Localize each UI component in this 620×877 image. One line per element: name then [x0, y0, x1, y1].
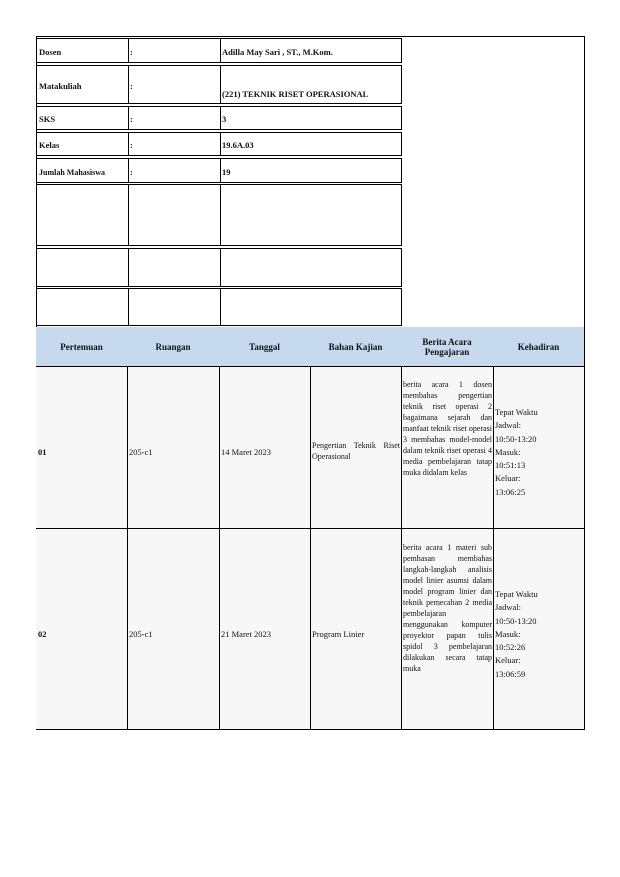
kehadiran-keluar-label: Keluar: [495, 655, 521, 666]
info-value: 3 [222, 114, 227, 124]
cell-ruangan: 205-c1 [129, 629, 153, 639]
info-value: Adilla May Sari , ST., M.Kom. [222, 47, 333, 57]
divider [493, 366, 494, 730]
cell-kehadiran [495, 588, 583, 681]
cell-tanggal: 14 Maret 2023 [221, 447, 272, 457]
info-colon: : [130, 140, 133, 150]
cell-tanggal: 21 Maret 2023 [221, 629, 272, 639]
kehadiran-masuk: 10:52:26 [495, 642, 526, 653]
kehadiran-status: Tepat Waktu [495, 407, 538, 417]
info-colon: : [130, 114, 133, 124]
cell-bahan-kajian: Program Linier [312, 629, 365, 639]
info-row-dosen [36, 38, 402, 63]
header-pertemuan: Pertemuan [60, 341, 103, 352]
kehadiran-keluar: 13:06:59 [495, 668, 526, 679]
kehadiran-status: Tepat Waktu [495, 589, 538, 599]
info-colon: : [130, 167, 133, 177]
kehadiran-keluar-label: Keluar: [495, 473, 521, 484]
divider [127, 366, 128, 730]
divider [219, 366, 220, 730]
empty-row [36, 248, 402, 287]
divider [310, 366, 311, 730]
kehadiran-jadwal: 10:50-13:20 [495, 433, 537, 444]
info-value: 19 [222, 167, 231, 177]
kehadiran-masuk-label: Masuk: [495, 446, 521, 457]
kehadiran-masuk: 10:51:13 [495, 460, 526, 471]
info-colon: : [130, 81, 133, 91]
cell-bahan-kajian: Pengertian Teknik Riset Operasional [312, 441, 400, 461]
info-row-kelas [36, 132, 402, 156]
info-label: Kelas [39, 140, 60, 150]
kehadiran-jadwal: 10:50-13:20 [495, 615, 537, 626]
header-ruangan: Ruangan [155, 341, 191, 352]
cell-pertemuan: 01 [38, 447, 47, 457]
info-label: SKS [39, 114, 56, 124]
header-bahan-kajian: Bahan Kajian [328, 341, 383, 352]
cell-ruangan: 205-c1 [129, 447, 153, 457]
info-row-jumlah [36, 158, 402, 183]
info-colon: : [130, 47, 133, 57]
header-kehadiran: Kehadiran [517, 341, 560, 352]
cell-kehadiran [495, 406, 583, 499]
info-label: Dosen [39, 47, 62, 57]
header-tanggal: Tanggal [249, 341, 280, 352]
kehadiran-jadwal-label: Jadwal: [495, 420, 521, 431]
header-berita-acara: Berita Acara Pengajaran [422, 336, 472, 357]
cell-berita-acara: berita acara 1 materi sub pemhasan membahas langkah-langkah analisis model linier asumsi dalam model program linier dan teknik pemecahan 2 media pembelajaran menggunakan komputer proyektor papan tulis spidol 3 pembelajaran dilakukan secara tatap muka [403, 543, 492, 673]
cell-berita-acara: berita acara 1 dosen membahas pengertian teknik riset operasi 2 bagaimana sejarah dan manfaat teknik riset operasi 3 membahas model-model dalam teknik riset operasi 4 media pembelajaran tatap muka didalam kelas [403, 380, 492, 477]
cell-pertemuan: 02 [38, 629, 47, 639]
divider [401, 366, 402, 730]
info-row-matakuliah [36, 65, 402, 104]
empty-row [36, 288, 402, 326]
kehadiran-masuk-label: Masuk: [495, 628, 521, 639]
info-row-sks [36, 106, 402, 130]
info-value: 19.6A.03 [222, 140, 254, 150]
info-label: Jumlah Mahasiswa [39, 168, 106, 177]
empty-row [36, 184, 402, 246]
kehadiran-jadwal-label: Jadwal: [495, 602, 521, 613]
info-value: (221) TEKNIK RISET OPERASIONAL [222, 89, 369, 99]
table-header [36, 327, 584, 366]
info-label: Matakuliah [39, 81, 82, 91]
kehadiran-keluar: 13:06:25 [495, 486, 526, 497]
